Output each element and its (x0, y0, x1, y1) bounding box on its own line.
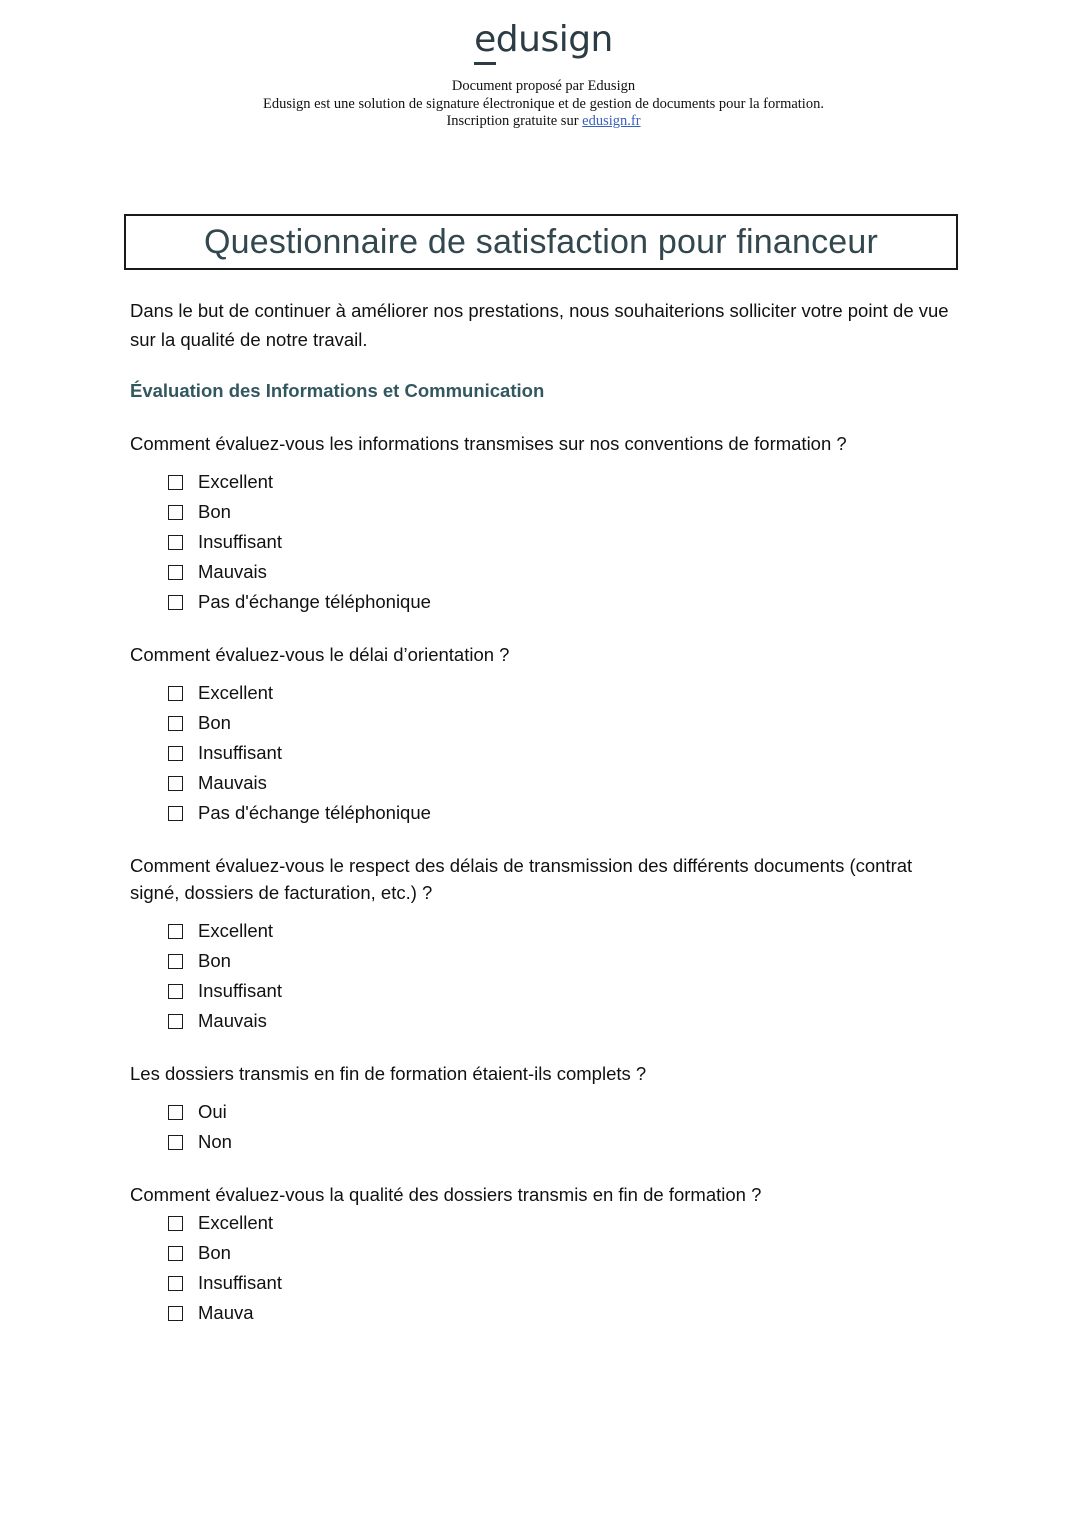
option-label: Bon (198, 712, 231, 733)
option-item[interactable] (130, 1212, 960, 1234)
options-group (130, 1212, 960, 1324)
option-label: Mauvais (198, 772, 267, 793)
checkbox-icon[interactable] (168, 806, 183, 821)
option-item[interactable] (130, 531, 960, 553)
subheader-line-3-prefix: Inscription gratuite sur (446, 113, 583, 129)
checkbox-icon[interactable] (168, 1246, 183, 1261)
document-title-box (124, 214, 958, 270)
page-title: Questionnaire de satisfaction pour financeur (203, 222, 879, 261)
checkbox-icon[interactable] (168, 746, 183, 761)
checkbox-icon[interactable] (168, 595, 183, 610)
checkbox-icon[interactable] (168, 776, 183, 791)
checkbox-icon[interactable] (168, 984, 183, 999)
question-text: Comment évaluez-vous les informations transmises sur nos conventions de formation ? (130, 433, 847, 454)
option-item[interactable] (130, 742, 960, 764)
option-item[interactable] (130, 802, 960, 824)
question-text: Les dossiers transmis en fin de formation étaient-ils complets ? (130, 1063, 647, 1084)
subheader-line-2: Edusign est une solution de signature électronique et de gestion de documents pour la formation. (263, 95, 824, 112)
question-text: Comment évaluez-vous la qualité des dossiers transmis en fin de formation ? (130, 1184, 762, 1205)
option-label: Mauva (198, 1302, 254, 1323)
option-label: Bon (198, 1242, 231, 1263)
edusign-website-link[interactable]: edusign.fr (582, 113, 641, 129)
options-group (130, 1101, 960, 1153)
option-item[interactable] (130, 591, 960, 613)
option-item[interactable] (130, 561, 960, 583)
option-item[interactable] (130, 950, 960, 972)
option-item[interactable] (130, 1010, 960, 1032)
option-label: Non (198, 1131, 232, 1152)
options-group (130, 920, 960, 1032)
checkbox-icon[interactable] (168, 475, 183, 490)
brand-header (0, 0, 1087, 58)
option-item[interactable] (130, 1242, 960, 1264)
section-heading: Évaluation des Informations et Communication (130, 380, 545, 401)
question-text: Comment évaluez-vous le délai d’orientation ? (130, 644, 510, 665)
option-item[interactable] (130, 501, 960, 523)
option-item[interactable] (130, 471, 960, 493)
option-label: Mauvais (198, 1010, 267, 1031)
checkbox-icon[interactable] (168, 1105, 183, 1120)
option-item[interactable] (130, 920, 960, 942)
edusign-logo (474, 19, 613, 60)
option-item[interactable] (130, 1101, 960, 1123)
logo-letters-rest: dusign (495, 19, 613, 60)
checkbox-icon[interactable] (168, 924, 183, 939)
checkbox-icon[interactable] (168, 954, 183, 969)
option-label: Insuffisant (198, 531, 282, 552)
option-item[interactable] (130, 1302, 960, 1324)
option-item[interactable] (130, 712, 960, 734)
checkbox-icon[interactable] (168, 716, 183, 731)
option-item[interactable] (130, 1131, 960, 1153)
option-label: Pas d'échange téléphonique (198, 802, 431, 823)
option-label: Insuffisant (198, 1272, 282, 1293)
option-label: Excellent (198, 920, 274, 941)
option-label: Insuffisant (198, 980, 282, 1001)
option-label: Pas d'échange téléphonique (198, 591, 431, 612)
question-text: Comment évaluez-vous le respect des délais de transmission des différents documents (contrat signé, dossiers de facturation, etc.) ? (130, 855, 913, 903)
intro-paragraph: Dans le but de continuer à améliorer nos prestations, nous souhaiterions solliciter votre point de vue sur la qualité de notre travail. (130, 300, 949, 350)
option-item[interactable] (130, 980, 960, 1002)
options-group (130, 471, 960, 613)
options-group (130, 682, 960, 824)
option-label: Excellent (198, 682, 274, 703)
document-subheader (0, 78, 1087, 131)
document-body (130, 296, 960, 1324)
subheader-line-1: Document proposé par Edusign (451, 78, 636, 94)
option-label: Insuffisant (198, 742, 282, 763)
checkbox-icon[interactable] (168, 1276, 183, 1291)
option-label: Excellent (198, 1212, 274, 1233)
checkbox-icon[interactable] (168, 1014, 183, 1029)
checkbox-icon[interactable] (168, 1135, 183, 1150)
checkbox-icon[interactable] (168, 1216, 183, 1231)
option-label: Mauvais (198, 561, 267, 582)
option-item[interactable] (130, 772, 960, 794)
option-label: Excellent (198, 471, 274, 492)
checkbox-icon[interactable] (168, 686, 183, 701)
option-label: Bon (198, 950, 231, 971)
option-item[interactable] (130, 682, 960, 704)
checkbox-icon[interactable] (168, 505, 183, 520)
checkbox-icon[interactable] (168, 565, 183, 580)
option-label: Oui (198, 1101, 227, 1122)
subheader-line-3 (0, 113, 1087, 131)
checkbox-icon[interactable] (168, 1306, 183, 1321)
option-label: Bon (198, 501, 231, 522)
checkbox-icon[interactable] (168, 535, 183, 550)
logo-letter-e: e (474, 19, 496, 65)
option-item[interactable] (130, 1272, 960, 1294)
